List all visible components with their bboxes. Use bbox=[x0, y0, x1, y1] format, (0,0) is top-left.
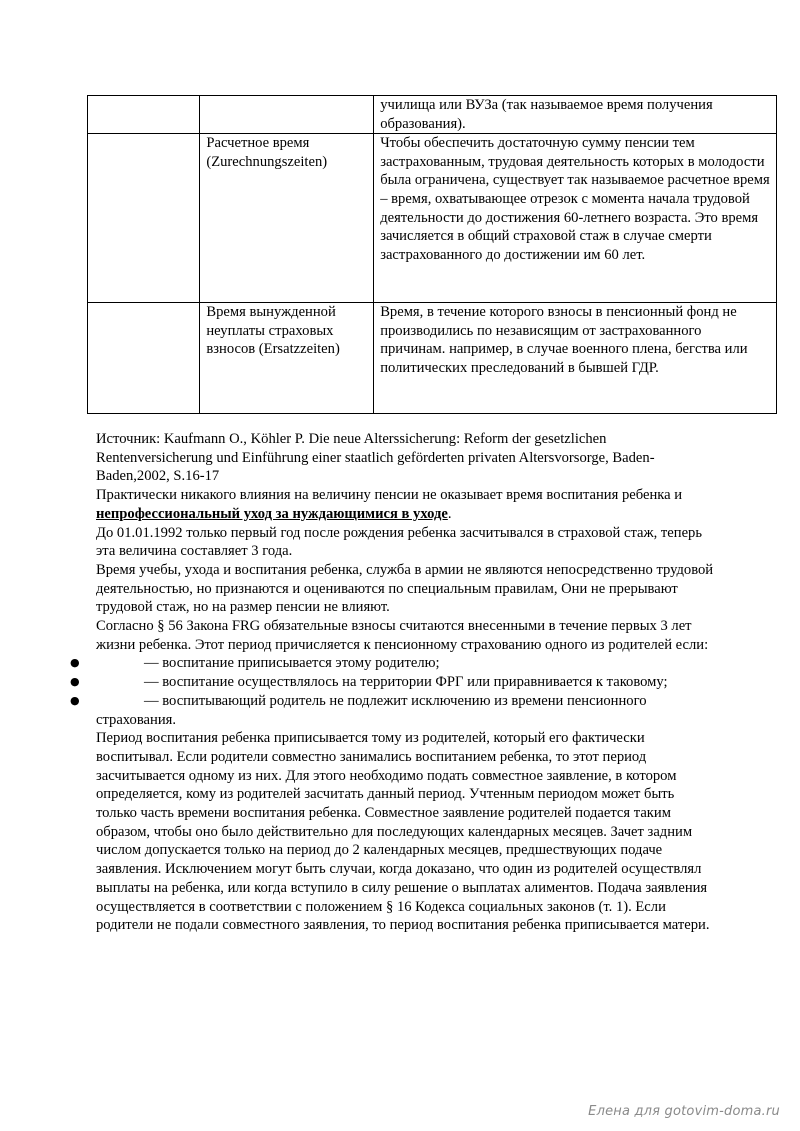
table-cell: училища или ВУЗа (так называемое время получения образования). bbox=[374, 96, 777, 134]
paragraph bbox=[96, 486, 716, 523]
paragraph: До 01.01.1992 только первый год после рождения ребенка засчитывался в страховой стаж, теперь эта величина составляет 3 года. bbox=[96, 524, 702, 560]
table-row bbox=[88, 96, 777, 134]
list-item-text: — воспитание осуществлялось на территории ФРГ или приравнивается к таковому; bbox=[144, 674, 668, 691]
list-item bbox=[70, 673, 716, 692]
list-item bbox=[70, 692, 716, 729]
table-cell bbox=[88, 96, 200, 134]
emphasized-term: непрофессиональный уход за нуждающимися в уходе bbox=[96, 505, 448, 522]
table-cell bbox=[88, 303, 200, 414]
paragraph: Время учебы, ухода и воспитания ребенка, служба в армии не являются непосредственно трудовой деятельностью, но признаются и оцениваются по специальным правилам, Они не прерывают трудовой стаж, но на размер пенсии не влияют. bbox=[96, 561, 714, 616]
table-row bbox=[88, 303, 777, 414]
document-body bbox=[70, 430, 716, 935]
bullet-icon: ● bbox=[70, 693, 80, 707]
source-citation: Источник: Kaufmann O., Köhler P. Die neue Alterssicherung: Reform der gesetzlichen Rentenversicherung und Einführung einer staatlich geförderten privaten Altersvorsorge, Baden-Baden,2002, S.16-17 bbox=[96, 431, 655, 485]
table-cell bbox=[200, 96, 374, 134]
paragraph-text: Практически никакого влияния на величину пенсии не оказывает время воспитания ребенка и bbox=[96, 487, 683, 504]
pension-periods-table bbox=[87, 95, 777, 414]
bullet-icon: ● bbox=[70, 656, 80, 670]
bullet-icon: ● bbox=[70, 675, 80, 689]
table-row bbox=[88, 134, 777, 303]
paragraph-text: . bbox=[447, 505, 452, 522]
table-cell: Время, в течение которого взносы в пенсионный фонд не производились по независящим от застрахованного причинам. например, в случае военного плена, бегства или политических преследований в бывшей ГДР. bbox=[374, 303, 777, 414]
list-item-text: — воспитание приписывается этому родителю; bbox=[144, 655, 440, 672]
paragraph: Согласно § 56 Закона FRG обязательные взносы считаются внесенными в течение первых 3 лет жизни ребенка. Этот период причисляется к пенсионному страхованию одного из родителей если: bbox=[96, 618, 709, 653]
table-cell bbox=[88, 134, 200, 303]
table-cell: Расчетное время (Zurechnungszeiten) bbox=[200, 134, 374, 303]
paragraph: Период воспитания ребенка приписывается тому из родителей, который его фактически воспитывал. Если родители совместно занимались воспитанием ребенка, то этот период засчитывается одному из них. Для этого необходимо подать совместное заявление, в котором определяется, кому из родителей засчитать данный период. Учтенным периодом может быть только часть времени воспитания ребенка. Совместное заявление родителей подается таким образом, чтобы оно было действительно для последующих календарных месяцев. Зачет задним числом допускается только на период до 2 календарных месяцев, предшествующих подаче заявления. Исключением могут быть случаи, когда доказано, что один из родителей осуществлял выплаты на ребенка, или когда вступило в силу решение о выплатах алиментов. Подача заявления осуществляется в соответствии с положением § 16 Кодекса социальных законов (т. 1). Если родители не подали совместного заявления, то период воспитания ребенка приписывается матери. bbox=[96, 730, 710, 934]
table-cell: Время вынужденной неуплаты страховых взносов (Ersatzzeiten) bbox=[200, 303, 374, 414]
table-cell: Чтобы обеспечить достаточную сумму пенсии тем застрахованным, трудовая деятельность которых в молодости была ограничена, существует так называемое расчетное время – время, охватывающее отрезок с момента начала трудовой деятельности до достижения 60-летнего возраста. Это время зачисляется в общий страховой стаж в случае смерти застрахованного до достижении им 60 лет. bbox=[374, 134, 777, 303]
list-item-text: — воспитывающий родитель не подлежит исключению из времени пенсионного страхования. bbox=[96, 692, 647, 728]
list-item bbox=[70, 654, 716, 673]
watermark: Елена для gotovim-doma.ru bbox=[588, 1104, 780, 1119]
